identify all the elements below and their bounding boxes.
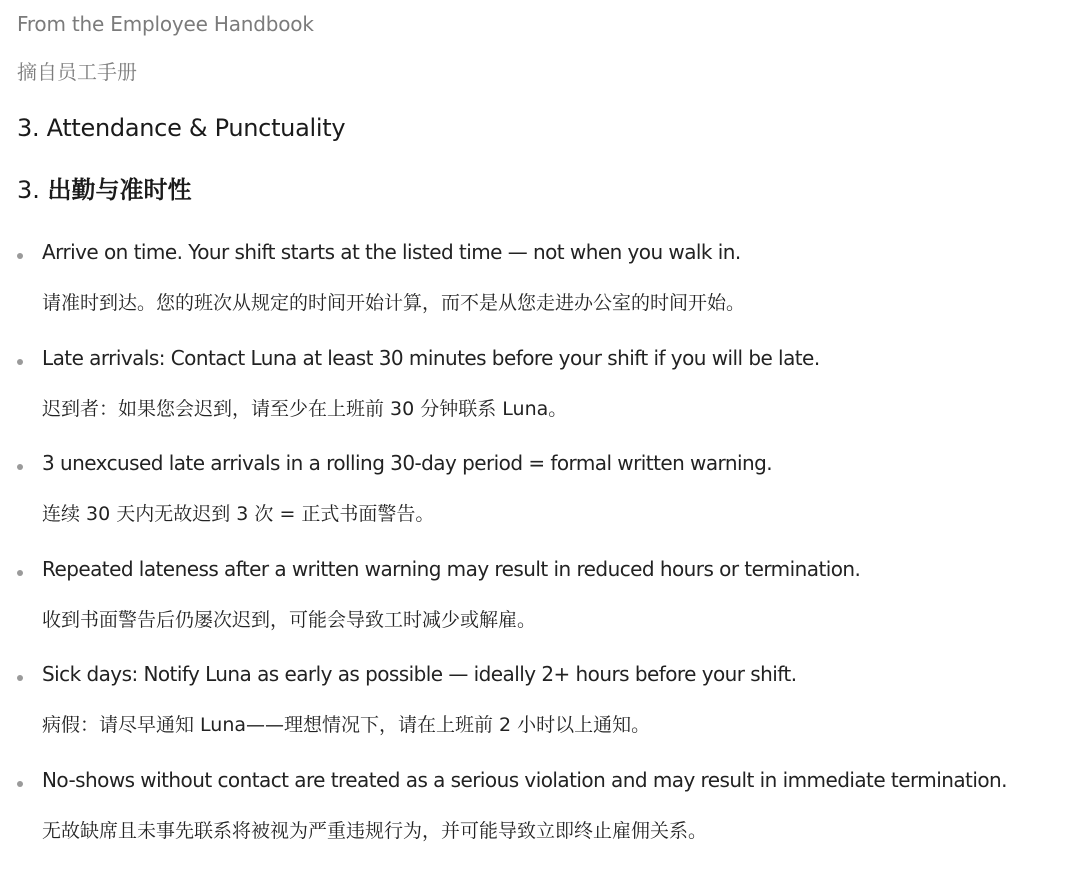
list-item-text-zh: 迟到者：如果您会迟到，请至少在上班前 30 分钟联系 Luna。 [42,394,567,421]
list-item-text-en: Repeated lateness after a written warning may result in reduced hours or termination. [42,557,860,581]
bullet-dot-icon [17,675,23,681]
list-item-text-zh: 连续 30 天内无故迟到 3 次 = 正式书面警告。 [42,499,434,526]
list-item [0,660,1080,766]
source-caption-zh: 摘自员工手册 [17,56,137,85]
list-item-text-en: No-shows without contact are treated as a serious violation and may result in immediate termination. [42,768,1007,792]
list-item-text-en: Sick days: Notify Luna as early as possible — ideally 2+ hours before your shift. [42,662,797,686]
list-item [0,449,1080,555]
list-item [0,555,1080,661]
bullet-dot-icon [17,781,23,787]
list-item-text-zh: 请准时到达。您的班次从规定的时间开始计算，而不是从您走进办公室的时间开始。 [42,288,745,315]
bullet-dot-icon [17,570,23,576]
list-item-text-en: Arrive on time. Your shift starts at the listed time — not when you walk in. [42,240,741,264]
list-item [0,766,1080,871]
source-caption-en: From the Employee Handbook [17,12,314,36]
list-item-text-en: Late arrivals: Contact Luna at least 30 minutes before your shift if you will be late. [42,346,820,370]
list-item-text-zh: 病假：请尽早通知 Luna——理想情况下，请在上班前 2 小时以上通知。 [42,710,650,737]
section-heading-en: 3. Attendance & Punctuality [17,114,345,142]
bullet-dot-icon [17,359,23,365]
bullet-dot-icon [17,253,23,259]
list-item-text-zh: 无故缺席且未事先联系将被视为严重违规行为，并可能导致立即终止雇佣关系。 [42,816,707,843]
section-heading-zh [17,170,192,205]
policy-list [0,238,1080,871]
section-number-zh: 3. [17,176,48,204]
list-item [0,238,1080,344]
list-item-text-zh: 收到书面警告后仍屡次迟到，可能会导致工时减少或解雇。 [42,605,536,632]
list-item [0,344,1080,450]
section-title-zh: 出勤与准时性 [48,176,192,204]
list-item-text-en: 3 unexcused late arrivals in a rolling 30-day period = formal written warning. [42,451,772,475]
bullet-dot-icon [17,464,23,470]
